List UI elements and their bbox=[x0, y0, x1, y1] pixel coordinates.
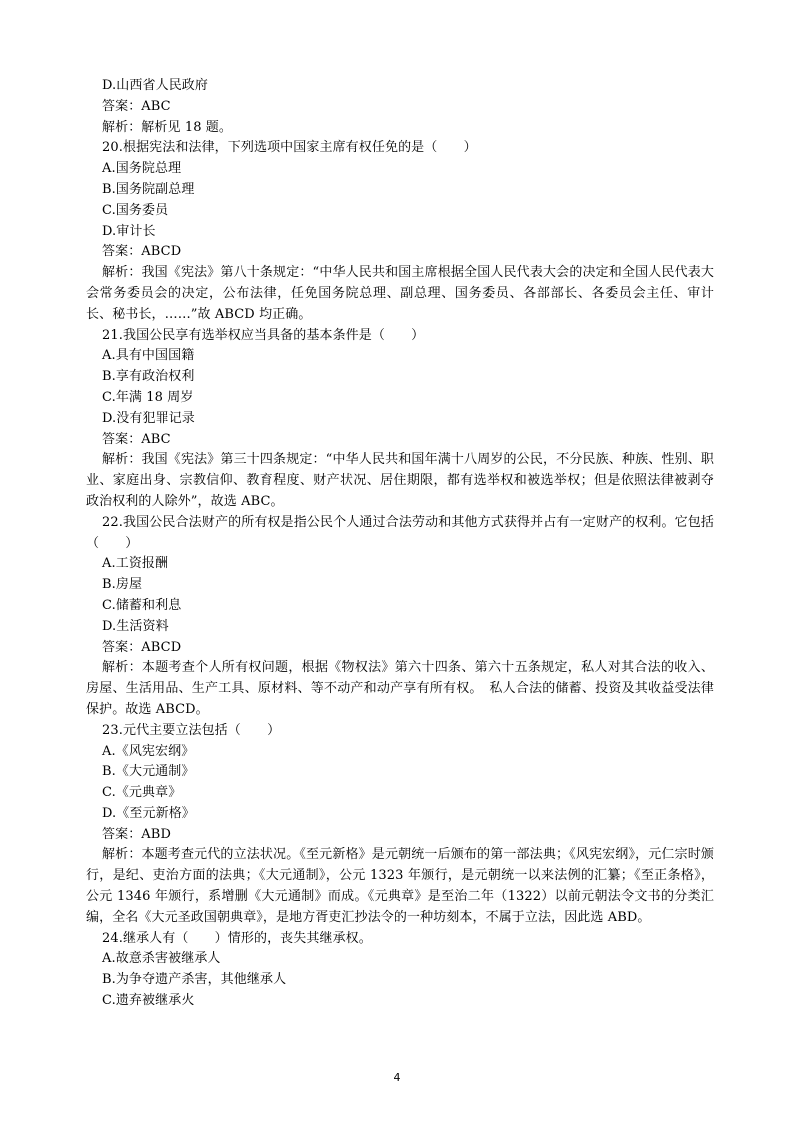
option-line: B.国务院副总理 bbox=[102, 181, 195, 197]
analysis-paragraph: 解析：我国《宪法》第八十条规定：“中华人民共和国主席根据全国人民代表大会的决定和全国人民代表大会常务委员会的决定，公布法律，任免国务院总理、副总理、国务委员、各部部长、各委员会主任、审计长、秘书长，……”故 ABCD 均正确。 bbox=[86, 265, 714, 322]
option-line: D.审计长 bbox=[102, 223, 156, 239]
option-line: D.没有犯罪记录 bbox=[102, 410, 195, 426]
option-line: A.工资报酬 bbox=[102, 556, 169, 572]
answer-line: 答案：ABCD bbox=[102, 639, 182, 655]
option-line: A.国务院总理 bbox=[102, 161, 182, 177]
answer-line: 答案：ABC bbox=[102, 431, 171, 447]
option-line: A.具有中国国籍 bbox=[102, 348, 195, 364]
option-line: B.为争夺遗产杀害，其他继承人 bbox=[102, 972, 287, 988]
option-line: B.享有政治权利 bbox=[102, 369, 195, 385]
document-body bbox=[86, 76, 714, 1012]
answer-line: 答案：ABCD bbox=[102, 244, 182, 260]
analysis-paragraph: 解析：我国《宪法》第三十四条规定：“中华人民共和国年满十八周岁的公民，不分民族、种族、性别、职业、家庭出身、宗教信仰、教育程度、财产状况、居住期限，都有选举权和被选举权；但是依照法律被剥夺政治权利的人除外”，故选 ABC。 bbox=[86, 452, 714, 509]
question-line: 24.继承人有（ ）情形的，丧失其继承权。 bbox=[102, 930, 372, 946]
question-line: 20.根据宪法和法律，下列选项中国家主席有权任免的是（ ） bbox=[102, 140, 477, 156]
option-line: D.《至元新格》 bbox=[102, 805, 195, 821]
option-line: B.《大元通制》 bbox=[102, 764, 195, 780]
analysis-paragraph: 解析：本题考查个人所有权问题，根据《物权法》第六十四条、第六十五条规定，私人对其合法的收入、房屋、生活用品、生产工具、原材料、等不动产和动产享有所有权。 私人合法的储蓄、投资及其收益受法律保护。故选 ABCD。 bbox=[86, 660, 714, 717]
option-line: C.《元典章》 bbox=[102, 785, 182, 801]
option-line: B.房屋 bbox=[102, 577, 143, 593]
option-line: C.年满 18 周岁 bbox=[102, 389, 194, 405]
option-line: C.遗弃被继承火 bbox=[102, 993, 195, 1009]
option-line: D.山西省人民政府 bbox=[102, 78, 208, 93]
option-line: C.储蓄和利息 bbox=[102, 597, 182, 613]
option-line: D.生活资料 bbox=[102, 618, 169, 634]
question-line: 23.元代主要立法包括（ ） bbox=[102, 722, 281, 738]
question-paragraph: 22.我国公民合法财产的所有权是指公民个人通过合法劳动和其他方式获得并占有一定财产的权利。它包括（ ） bbox=[86, 514, 714, 551]
analysis-line: 解析：解析见 18 题。 bbox=[102, 119, 233, 135]
question-line: 21.我国公民享有选举权应当具备的基本条件是（ ） bbox=[102, 327, 425, 343]
answer-line: 答案：ABD bbox=[102, 826, 171, 842]
option-line: C.国务委员 bbox=[102, 202, 169, 218]
analysis-paragraph: 解析：本题考查元代的立法状况。《至元新格》是元朝统一后颁布的第一部法典；《风宪宏纲》，元仁宗时颁行，是纪、吏治方面的法典；《大元通制》，公元 1323 年颁行，是元朝统一以来法例的汇纂；《至正条格》，公元 1346 年颁行，系增删《大元通制》而成。《元典章》是至治二年（1322）以前元朝法令文书的分类汇编，全名《大元圣政国朝典章》，是地方胥吏汇抄法令的一种坊刻本，不属于立法，因此选 ABD。 bbox=[86, 847, 714, 925]
option-line: A.故意杀害被继承人 bbox=[102, 951, 221, 967]
page-number: 4 bbox=[393, 1071, 401, 1084]
answer-line: 答案：ABC bbox=[102, 98, 171, 114]
option-line: A.《风宪宏纲》 bbox=[102, 743, 195, 759]
